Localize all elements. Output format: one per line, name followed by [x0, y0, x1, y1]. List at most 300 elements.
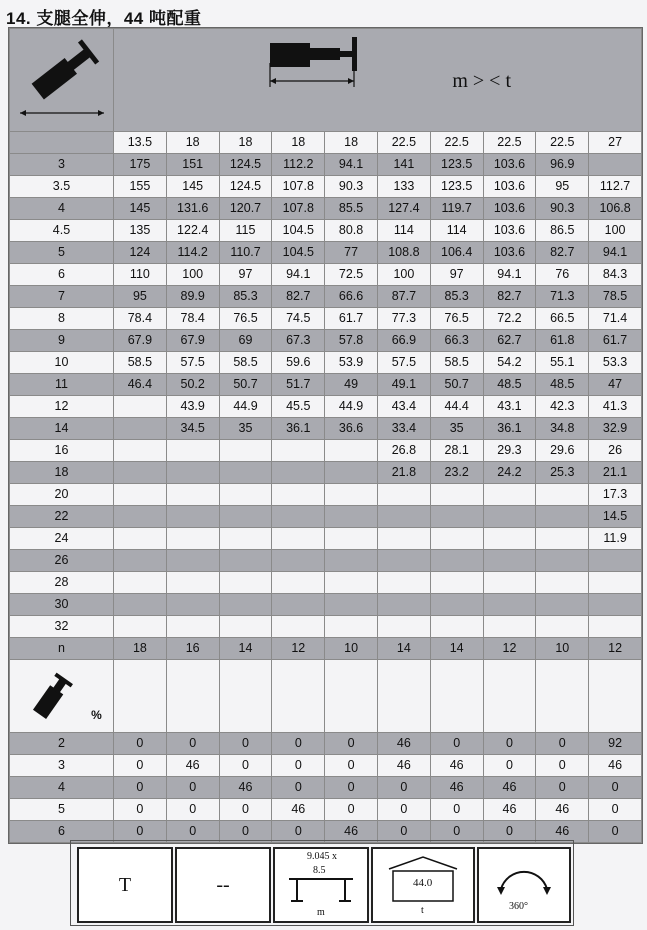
load-value-cell [430, 528, 483, 550]
load-value-cell: 94.1 [272, 264, 325, 286]
section-value-cell: 0 [589, 821, 642, 843]
section-value-cell: 0 [430, 821, 483, 843]
load-value-cell: 50.7 [219, 374, 272, 396]
load-value-cell: 114 [430, 220, 483, 242]
load-row [10, 154, 642, 176]
section-value-cell: 46 [377, 755, 430, 777]
load-row [10, 198, 642, 220]
load-value-cell: 103.6 [483, 242, 536, 264]
load-value-cell: 85.3 [219, 286, 272, 308]
load-value-cell: 36.6 [325, 418, 378, 440]
load-value-cell: 86.5 [536, 220, 589, 242]
load-value-cell: 58.5 [219, 352, 272, 374]
load-value-cell: 82.7 [483, 286, 536, 308]
load-value-cell [325, 594, 378, 616]
load-value-cell: 25.3 [536, 462, 589, 484]
load-value-cell [219, 550, 272, 572]
radius-cell: 3.5 [10, 176, 114, 198]
section-value-cell: 92 [589, 733, 642, 755]
section-value-cell: 0 [589, 799, 642, 821]
load-value-cell [483, 616, 536, 638]
load-value-cell: 71.3 [536, 286, 589, 308]
load-value-cell: 48.5 [536, 374, 589, 396]
load-value-cell: 61.7 [325, 308, 378, 330]
load-value-cell: 66.6 [325, 286, 378, 308]
load-value-cell [589, 594, 642, 616]
radius-cell: 6 [10, 264, 114, 286]
load-value-cell: 36.1 [483, 418, 536, 440]
load-value-cell: 54.2 [483, 352, 536, 374]
section-value-cell: 0 [430, 799, 483, 821]
section-value-cell: 0 [536, 733, 589, 755]
load-value-cell: 82.7 [536, 242, 589, 264]
load-value-cell: 127.4 [377, 198, 430, 220]
load-row [10, 220, 642, 242]
load-value-cell [166, 550, 219, 572]
radius-cell: 22 [10, 506, 114, 528]
load-value-cell [114, 418, 167, 440]
load-row [10, 616, 642, 638]
load-value-cell [377, 484, 430, 506]
boom-length-cell: 22.5 [483, 132, 536, 154]
reeving-value-cell: 14 [430, 638, 483, 660]
load-value-cell: 110.7 [219, 242, 272, 264]
load-row [10, 594, 642, 616]
load-value-cell [536, 550, 589, 572]
section-value-cell: 46 [325, 821, 378, 843]
section-value-cell: 46 [536, 821, 589, 843]
percent-label: % [91, 708, 102, 722]
load-value-cell: 67.9 [114, 330, 167, 352]
load-value-cell [114, 462, 167, 484]
crane-boom-icon [12, 29, 112, 124]
load-value-cell [272, 506, 325, 528]
radius-cell: 18 [10, 462, 114, 484]
load-value-cell: 107.8 [272, 176, 325, 198]
page-title: 14. 支腿全伸，44 吨配重 [6, 9, 202, 28]
boom-length-cell: 18 [272, 132, 325, 154]
load-value-cell: 103.6 [483, 154, 536, 176]
load-value-cell [166, 462, 219, 484]
load-value-cell: 145 [166, 176, 219, 198]
rotation-box: 360° [477, 847, 571, 923]
load-value-cell: 71.4 [589, 308, 642, 330]
load-value-cell: 151 [166, 154, 219, 176]
load-value-cell [272, 440, 325, 462]
load-value-cell [166, 528, 219, 550]
load-value-cell: 45.5 [272, 396, 325, 418]
load-value-cell [114, 440, 167, 462]
section-blank-cell [219, 660, 272, 733]
load-value-cell [377, 528, 430, 550]
load-value-cell [483, 550, 536, 572]
load-value-cell: 133 [377, 176, 430, 198]
load-row [10, 264, 642, 286]
load-value-cell: 57.5 [166, 352, 219, 374]
section-value-cell: 0 [114, 777, 167, 799]
load-value-cell: 61.7 [589, 330, 642, 352]
reeving-value-cell: 14 [219, 638, 272, 660]
load-value-cell: 100 [377, 264, 430, 286]
load-value-cell: 51.7 [272, 374, 325, 396]
load-value-cell: 72.2 [483, 308, 536, 330]
reeving-row [10, 638, 642, 660]
section-value-cell: 46 [166, 755, 219, 777]
load-value-cell [377, 550, 430, 572]
load-value-cell: 100 [589, 220, 642, 242]
load-value-cell: 120.7 [219, 198, 272, 220]
section-value-cell: 0 [272, 777, 325, 799]
section-index-cell: 3 [10, 755, 114, 777]
load-value-cell: 122.4 [166, 220, 219, 242]
section-index-cell: 4 [10, 777, 114, 799]
section-row [10, 733, 642, 755]
load-value-cell: 32.9 [589, 418, 642, 440]
load-value-cell: 104.5 [272, 220, 325, 242]
boom-length-cell: 18 [219, 132, 272, 154]
reeving-value-cell: 18 [114, 638, 167, 660]
load-value-cell: 53.3 [589, 352, 642, 374]
load-value-cell: 59.6 [272, 352, 325, 374]
load-value-cell [114, 594, 167, 616]
radius-cell: 4 [10, 198, 114, 220]
load-value-cell [114, 506, 167, 528]
load-value-cell: 26 [589, 440, 642, 462]
section-value-cell: 0 [483, 755, 536, 777]
load-value-cell: 124.5 [219, 154, 272, 176]
section-blank-cell [114, 660, 167, 733]
load-value-cell [325, 462, 378, 484]
load-chart-table [8, 27, 643, 844]
load-value-cell: 23.2 [430, 462, 483, 484]
load-value-cell: 77 [325, 242, 378, 264]
load-row [10, 572, 642, 594]
section-value-cell: 0 [166, 799, 219, 821]
load-value-cell: 106.4 [430, 242, 483, 264]
load-value-cell: 67.3 [272, 330, 325, 352]
load-value-cell: 34.5 [166, 418, 219, 440]
section-blank-cell [377, 660, 430, 733]
reeving-value-cell: 14 [377, 638, 430, 660]
section-value-cell: 0 [114, 799, 167, 821]
load-value-cell: 124 [114, 242, 167, 264]
boom-length-cell: 18 [325, 132, 378, 154]
section-blank-cell [536, 660, 589, 733]
load-value-cell [114, 572, 167, 594]
load-value-cell [325, 440, 378, 462]
radius-cell: 12 [10, 396, 114, 418]
load-value-cell: 103.6 [483, 198, 536, 220]
load-value-cell: 58.5 [114, 352, 167, 374]
load-value-cell: 48.5 [483, 374, 536, 396]
section-value-cell: 0 [483, 733, 536, 755]
section-blank-cell [325, 660, 378, 733]
load-row [10, 330, 642, 352]
load-value-cell [430, 594, 483, 616]
load-value-cell [377, 506, 430, 528]
load-value-cell: 95 [114, 286, 167, 308]
boom-length-cell: 27 [589, 132, 642, 154]
load-value-cell [483, 594, 536, 616]
load-value-cell [272, 572, 325, 594]
radius-cell: 14 [10, 418, 114, 440]
radius-cell: 30 [10, 594, 114, 616]
load-value-cell: 107.8 [272, 198, 325, 220]
radius-cell: 28 [10, 572, 114, 594]
load-value-cell: 76 [536, 264, 589, 286]
section-value-cell: 0 [166, 777, 219, 799]
load-value-cell [272, 462, 325, 484]
load-value-cell [325, 616, 378, 638]
load-value-cell: 94.1 [589, 242, 642, 264]
extended-boom-icon [264, 33, 374, 89]
load-value-cell [430, 484, 483, 506]
telescope-percent-header [10, 660, 114, 733]
load-value-cell: 82.7 [272, 286, 325, 308]
load-value-cell [589, 550, 642, 572]
t-box: T [77, 847, 173, 923]
load-value-cell: 17.3 [589, 484, 642, 506]
section-blank-cell [166, 660, 219, 733]
load-value-cell: 36.1 [272, 418, 325, 440]
config-footer [70, 840, 574, 926]
section-value-cell: 0 [325, 733, 378, 755]
load-row [10, 352, 642, 374]
load-value-cell: 66.3 [430, 330, 483, 352]
reeving-value-cell: 12 [589, 638, 642, 660]
load-value-cell [430, 550, 483, 572]
load-value-cell [166, 506, 219, 528]
load-value-cell: 69 [219, 330, 272, 352]
load-value-cell [483, 572, 536, 594]
load-value-cell: 104.5 [272, 242, 325, 264]
radius-cell: 9 [10, 330, 114, 352]
load-value-cell [219, 594, 272, 616]
load-value-cell: 110 [114, 264, 167, 286]
load-value-cell: 43.1 [483, 396, 536, 418]
load-value-cell [272, 616, 325, 638]
boom-length-cell: 22.5 [377, 132, 430, 154]
load-value-cell: 77.3 [377, 308, 430, 330]
load-value-cell [219, 484, 272, 506]
load-value-cell: 67.9 [166, 330, 219, 352]
section-value-cell: 0 [325, 777, 378, 799]
load-value-cell: 114.2 [166, 242, 219, 264]
rotation-icon [491, 853, 557, 897]
load-value-cell: 50.2 [166, 374, 219, 396]
load-value-cell: 72.5 [325, 264, 378, 286]
load-value-cell [536, 572, 589, 594]
load-value-cell [536, 594, 589, 616]
load-value-cell [430, 616, 483, 638]
load-value-cell: 43.4 [377, 396, 430, 418]
load-value-cell: 49 [325, 374, 378, 396]
section-value-cell: 0 [272, 755, 325, 777]
load-value-cell: 85.3 [430, 286, 483, 308]
load-value-cell: 103.6 [483, 220, 536, 242]
section-value-cell: 46 [589, 755, 642, 777]
load-value-cell: 155 [114, 176, 167, 198]
load-value-cell: 94.1 [483, 264, 536, 286]
section-row [10, 755, 642, 777]
load-value-cell: 14.5 [589, 506, 642, 528]
load-value-cell [166, 484, 219, 506]
load-value-cell: 78.4 [114, 308, 167, 330]
section-value-cell: 0 [483, 821, 536, 843]
radius-cell: 32 [10, 616, 114, 638]
load-value-cell [483, 528, 536, 550]
load-value-cell: 84.3 [589, 264, 642, 286]
load-value-cell [114, 528, 167, 550]
load-value-cell [325, 484, 378, 506]
load-value-cell [272, 594, 325, 616]
section-index-cell: 2 [10, 733, 114, 755]
load-row [10, 374, 642, 396]
load-value-cell [114, 550, 167, 572]
section-value-cell: 0 [325, 755, 378, 777]
counterweight-box: 44.0 t [371, 847, 475, 923]
section-value-cell: 0 [536, 777, 589, 799]
load-value-cell: 96.9 [536, 154, 589, 176]
reeving-value-cell: 12 [272, 638, 325, 660]
section-value-cell: 0 [377, 821, 430, 843]
section-value-cell: 0 [536, 755, 589, 777]
load-value-cell [536, 484, 589, 506]
load-value-cell [272, 528, 325, 550]
section-value-cell: 46 [219, 777, 272, 799]
section-index-cell: 5 [10, 799, 114, 821]
load-value-cell: 66.5 [536, 308, 589, 330]
load-value-cell: 76.5 [219, 308, 272, 330]
load-value-cell: 41.3 [589, 396, 642, 418]
load-value-cell: 97 [219, 264, 272, 286]
radius-cell: 3 [10, 154, 114, 176]
load-value-cell [536, 528, 589, 550]
load-value-cell: 44.9 [219, 396, 272, 418]
boom-length-row [10, 132, 642, 154]
load-value-cell: 35 [219, 418, 272, 440]
load-value-cell [219, 528, 272, 550]
boom-radius-header [10, 29, 114, 132]
radius-cell: 24 [10, 528, 114, 550]
section-value-cell: 0 [219, 733, 272, 755]
load-value-cell: 108.8 [377, 242, 430, 264]
load-value-cell: 42.3 [536, 396, 589, 418]
section-blank-cell [430, 660, 483, 733]
load-value-cell [325, 572, 378, 594]
load-value-cell: 61.8 [536, 330, 589, 352]
section-value-cell: 46 [536, 799, 589, 821]
load-value-cell: 80.8 [325, 220, 378, 242]
load-value-cell: 28.1 [430, 440, 483, 462]
section-value-cell: 46 [430, 755, 483, 777]
radius-cell: 10 [10, 352, 114, 374]
section-index-cell: 6 [10, 821, 114, 843]
load-value-cell: 123.5 [430, 154, 483, 176]
load-row [10, 506, 642, 528]
section-row [10, 777, 642, 799]
section-value-cell: 0 [272, 733, 325, 755]
section-value-cell: 46 [272, 799, 325, 821]
section-value-cell: 0 [430, 733, 483, 755]
load-value-cell [325, 528, 378, 550]
load-value-cell [589, 616, 642, 638]
radius-cell: 4.5 [10, 220, 114, 242]
load-value-cell: 66.9 [377, 330, 430, 352]
section-value-cell: 46 [483, 777, 536, 799]
load-value-cell [166, 440, 219, 462]
load-row [10, 440, 642, 462]
boom-length-header [114, 29, 642, 132]
load-value-cell [219, 616, 272, 638]
radius-cell: 16 [10, 440, 114, 462]
section-blank-cell [272, 660, 325, 733]
unit-label: m > < t [452, 70, 511, 92]
section-row [10, 799, 642, 821]
radius-cell: 7 [10, 286, 114, 308]
load-row [10, 418, 642, 440]
load-value-cell [536, 616, 589, 638]
load-value-cell: 57.5 [377, 352, 430, 374]
telescope-icon [21, 666, 91, 726]
load-value-cell: 57.8 [325, 330, 378, 352]
boom-length-cell: 22.5 [430, 132, 483, 154]
load-value-cell [536, 506, 589, 528]
load-value-cell [430, 572, 483, 594]
load-value-cell: 78.4 [166, 308, 219, 330]
load-row [10, 462, 642, 484]
load-value-cell [114, 484, 167, 506]
section-value-cell: 0 [114, 733, 167, 755]
load-value-cell: 95 [536, 176, 589, 198]
load-value-cell [483, 506, 536, 528]
load-value-cell: 24.2 [483, 462, 536, 484]
load-value-cell [219, 506, 272, 528]
boom-length-cell: 18 [166, 132, 219, 154]
reeving-value-cell: 12 [483, 638, 536, 660]
load-value-cell [219, 572, 272, 594]
load-value-cell [272, 484, 325, 506]
load-value-cell [166, 594, 219, 616]
load-value-cell: 53.9 [325, 352, 378, 374]
load-value-cell [377, 572, 430, 594]
load-value-cell: 85.5 [325, 198, 378, 220]
section-value-cell: 0 [219, 755, 272, 777]
section-value-cell: 0 [219, 821, 272, 843]
section-value-cell: 0 [272, 821, 325, 843]
section-value-cell: 46 [430, 777, 483, 799]
section-value-cell: 0 [219, 799, 272, 821]
load-value-cell: 114 [377, 220, 430, 242]
boom-length-row-spacer [10, 132, 114, 154]
load-value-cell [219, 462, 272, 484]
load-value-cell: 119.7 [430, 198, 483, 220]
load-value-cell [483, 484, 536, 506]
section-value-cell: 0 [377, 777, 430, 799]
boom-length-cell: 22.5 [536, 132, 589, 154]
section-value-cell: 0 [166, 821, 219, 843]
load-value-cell [325, 506, 378, 528]
load-value-cell: 124.5 [219, 176, 272, 198]
section-value-cell: 0 [114, 755, 167, 777]
load-value-cell: 87.7 [377, 286, 430, 308]
load-value-cell [325, 550, 378, 572]
load-value-cell: 106.8 [589, 198, 642, 220]
load-value-cell [166, 572, 219, 594]
load-value-cell: 44.4 [430, 396, 483, 418]
section-value-cell: 0 [325, 799, 378, 821]
section-value-cell: 0 [589, 777, 642, 799]
